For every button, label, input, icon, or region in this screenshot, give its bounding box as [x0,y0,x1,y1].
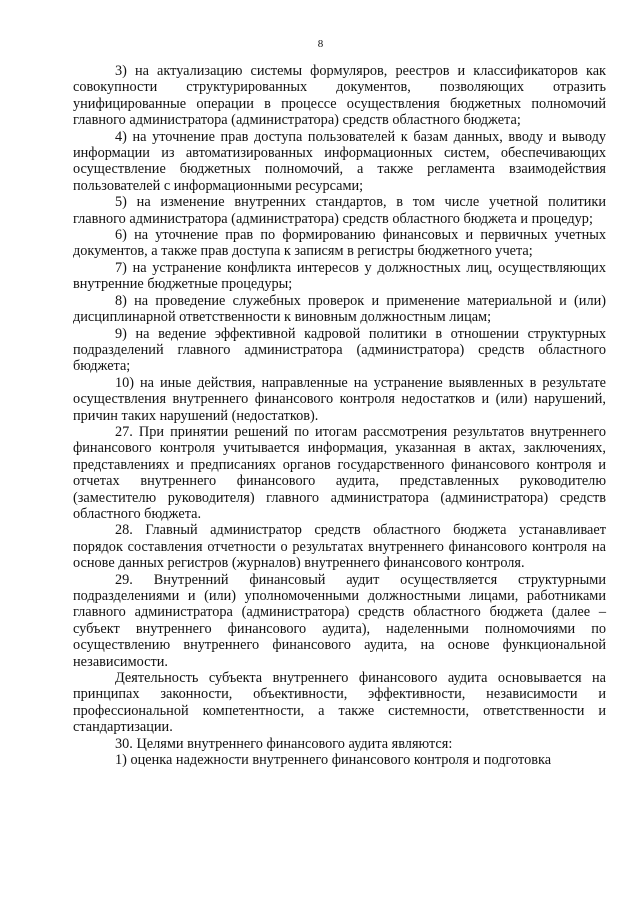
paragraph-item-8: 8) на проведение служебных проверок и применение материальной и (или) дисциплинарной ответственности к виновным должностным лицам; [73,292,606,326]
paragraph-audit-principles: Деятельность субъекта внутреннего финансового аудита основывается на принципах законности, объективности, эффективности, независимости и профессиональной компетентности, а также системности, ответственности и стандартизации. [73,670,606,736]
paragraph-item-10: 10) на иные действия, направленные на устранение выявленных в результате осуществления внутреннего финансового контроля недостатков и (или) нарушений, причин таких нарушений (недостатков). [73,374,606,424]
paragraph-item-7: 7) на устранение конфликта интересов у должностных лиц, осуществляющих внутренние бюджетные процедуры; [73,259,606,293]
paragraph-item-6: 6) на уточнение прав по формированию финансовых и первичных учетных документов, а также прав доступа к записям в регистры бюджетного учета; [73,227,606,260]
paragraph-item-4: 4) на уточнение прав доступа пользователей к базам данных, вводу и выводу информации из автоматизированных информационных систем, обеспечивающих осуществление бюджетных полномочий, а также регламента взаимодействия пользователей с информационными ресурсами; [73,128,606,194]
document-body [73,63,606,768]
paragraph-item-5: 5) на изменение внутренних стандартов, в том числе учетной политики главного администратора (администратора) средств областного бюджета и процедур; [73,194,606,227]
paragraph-goal-1: 1) оценка надежности внутреннего финансового контроля и подготовка [115,752,552,769]
paragraph-item-9: 9) на ведение эффективной кадровой политики в отношении структурных подразделений главного администратора (администратора) средств областного бюджета; [73,325,606,375]
paragraph-clause-29: 29. Внутренний финансовый аудит осуществляется структурными подразделениями и (или) уполномоченными должностными лицами, работниками главного администратора (администратора) средств областного бюджета (далее – субъект внутреннего финансового аудита), наделенными полномочиями по осуществлению внутреннего финансового аудита, на основе функциональной независимости. [73,571,606,670]
paragraph-clause-30: 30. Целями внутреннего финансового аудита являются: [115,735,453,752]
paragraph-clause-27: 27. При принятии решений по итогам рассмотрения результатов внутреннего финансового контроля учитывается информация, указанная в актах, заключениях, представлениях и предписаниях органов государственного финансового контроля и отчетах внутреннего финансового аудита, представленных руководителю (заместителю руководителя) главного администратора (администратора) средств областного бюджета. [73,423,606,522]
page-number: 8 [317,38,324,50]
paragraph-clause-28: 28. Главный администратор средств областного бюджета устанавливает порядок составления отчетности о результатах внутреннего финансового контроля на основе данных регистров (журналов) внутреннего финансового контроля. [73,522,606,572]
paragraph-item-3: 3) на актуализацию системы формуляров, реестров и классификаторов как совокупности структурированных документов, позволяющих отразить унифицированные операции в процессе осуществления бюджетных полномочий главного администратора (администратора) средств областного бюджета; [73,63,606,129]
